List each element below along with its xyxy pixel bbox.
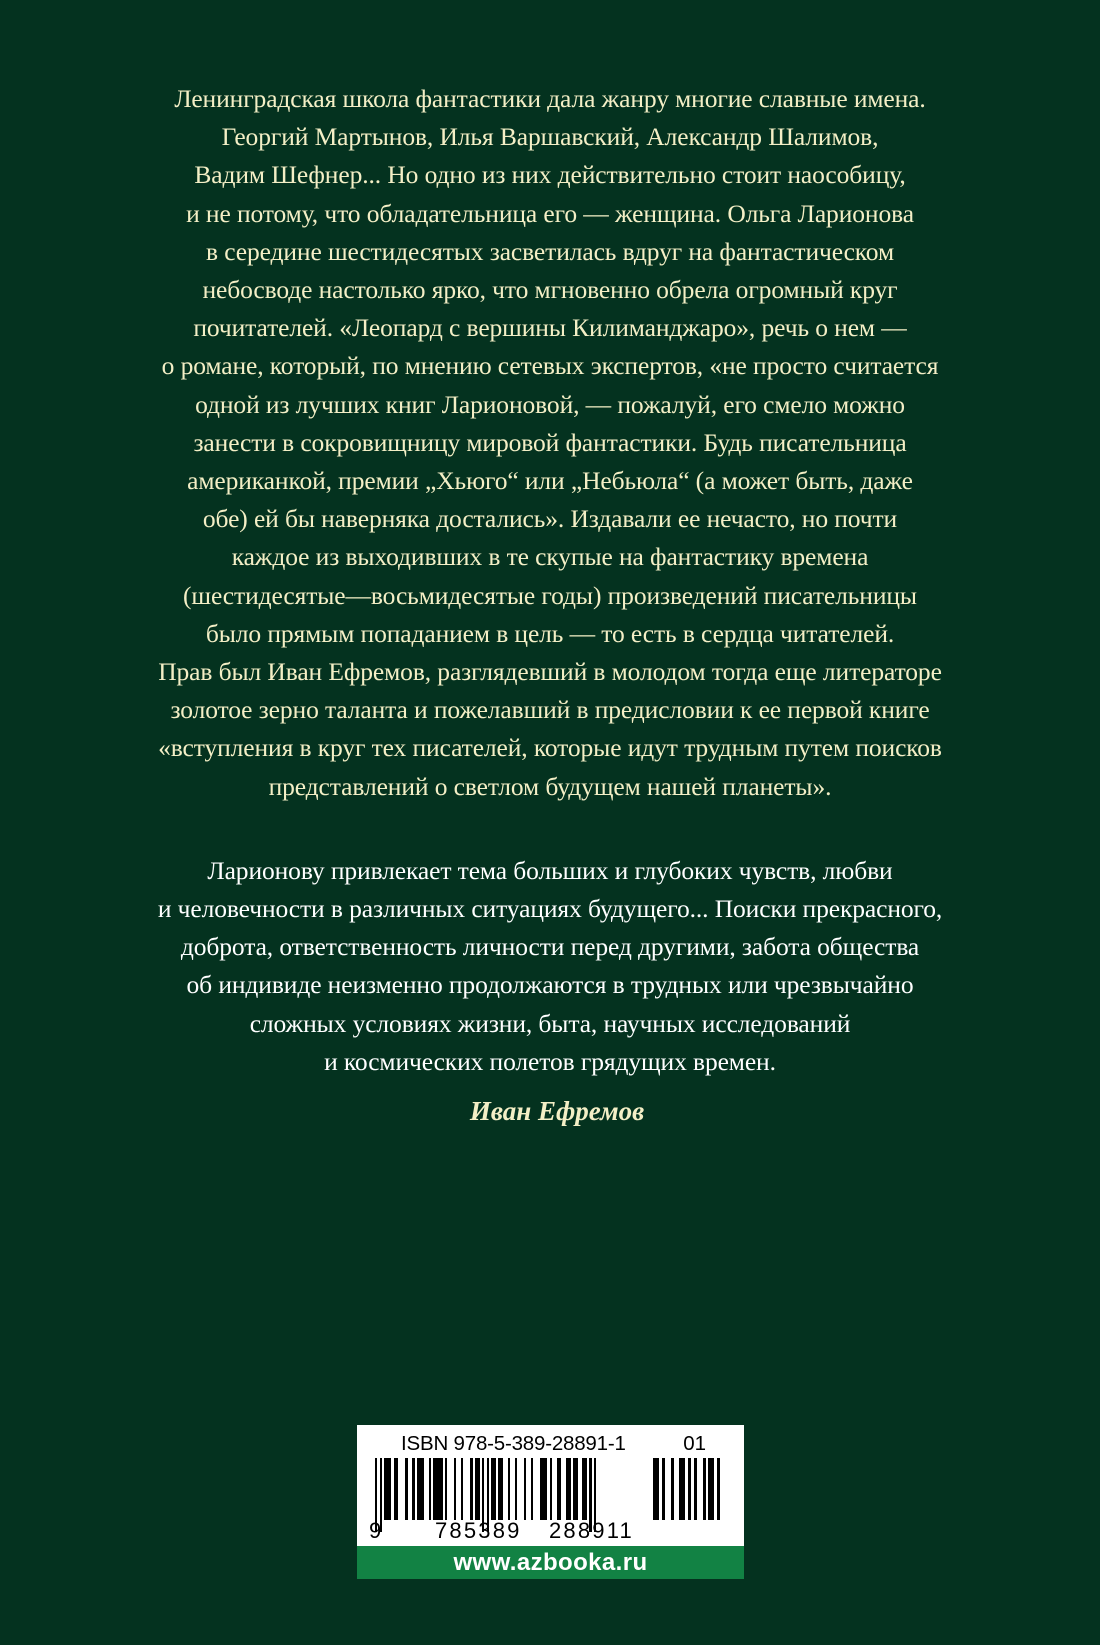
barcode-addon-label: 01 — [683, 1432, 706, 1455]
blurb-line: занести в сокровищницу мировой фантастики. Будь писательница — [193, 427, 907, 457]
blurb-line: (шестидесятые—восьмидесятые годы) произведений писательницы — [183, 580, 917, 610]
blurb-line: почитателей. «Леопард с вершины Килиманджаро», речь о нем — — [193, 313, 907, 343]
barcode-bar — [417, 1458, 424, 1520]
ean13-bars — [375, 1458, 596, 1520]
blurb-line: представлений о светлом будущем нашей планеты». — [268, 771, 832, 801]
barcode-inner — [357, 1425, 744, 1579]
barcode-bars-row — [357, 1456, 744, 1520]
barcode-block — [357, 1425, 744, 1579]
blurb-line: золотое зерно таланта и пожелавший в предисловии к ее первой книге — [170, 695, 930, 725]
barcode-bar — [517, 1458, 524, 1520]
barcode-top-row — [357, 1432, 744, 1456]
blurb-line: в середине шестидесятых засветилась вдруг на фантастическом — [206, 236, 894, 266]
blurb-line: Георгий Мартынов, Илья Варшавский, Александр Шалимов, — [221, 122, 879, 152]
quote-line: об индивиде неизменно продолжаются в трудных или чрезвычайно — [186, 970, 914, 1000]
blurb-line: было прямым попаданием в цель — то есть в сердца читателей. — [205, 618, 895, 648]
barcode-bar — [540, 1458, 547, 1520]
barcode-digits-right: 288911 — [549, 1518, 634, 1543]
barcode-bar — [398, 1458, 405, 1520]
barcode-digit-lead: 9 — [369, 1518, 382, 1543]
barcode-bar — [433, 1458, 442, 1520]
blurb-area — [95, 80, 1005, 1128]
blurb-line: Ленинградская школа фантастики дала жанру многие славные имена. — [174, 84, 926, 113]
blurb-line: и не потому, что обладательница его — женщина. Ольга Ларионова — [186, 198, 914, 228]
publisher-website-banner[interactable] — [357, 1546, 744, 1579]
efremov-quote — [95, 852, 1005, 1081]
barcode-bar — [384, 1458, 391, 1520]
barcode-addon-bar — [717, 1458, 720, 1520]
ean-addon-bars — [653, 1458, 734, 1520]
barcode-digits-row — [357, 1520, 744, 1544]
blurb-line: Прав был Иван Ефремов, разглядевший в молодом тогда еще литераторе — [158, 657, 942, 687]
blurb-line: каждое из выходивших в те скупые на фантастику времена — [231, 542, 869, 572]
blurb-line: небосводе настолько ярко, что мгновенно обрела огромный круг — [202, 275, 898, 305]
quote-line: сложных условиях жизни, быта, научных исследований — [249, 1008, 851, 1038]
blurb-line: «вступления в круг тех писателей, которые идут трудным путем поисков — [158, 733, 942, 763]
barcode-digits-left: 785389 — [435, 1518, 522, 1543]
blurb-line: о романе, который, по мнению сетевых экспертов, «не просто считается — [161, 351, 939, 381]
quote-line: и космических полетов грядущих времен. — [324, 1046, 776, 1076]
blurb-line: Вадим Шефнер... Но одно из них действительно стоит наособицу, — [194, 160, 906, 190]
barcode-bar — [463, 1458, 470, 1520]
quote-attribution: Иван Ефремов — [469, 1096, 645, 1127]
quote-line: Ларионову привлекает тема больших и глубоких чувств, любви — [207, 855, 893, 885]
blurb-line: обе) ей бы наверняка достались». Издавали ее нечасто, но почти — [202, 504, 898, 534]
publisher-blurb — [95, 80, 1005, 806]
barcode-bar — [447, 1458, 454, 1520]
barcode-bar — [533, 1458, 540, 1520]
blurb-line: одной из лучших книг Ларионовой, — пожалуй, его смело можно — [195, 389, 905, 419]
blurb-line: американкой, премии „Хьюго“ или „Небьюла“ (а может быть, даже — [187, 466, 913, 496]
isbn-text: ISBN 978-5-389-28891-1 — [401, 1432, 626, 1455]
quote-line: доброта, ответственность личности перед другими, забота общества — [180, 932, 920, 962]
publisher-website-text: www.azbooka.ru — [453, 1548, 648, 1576]
quote-line: и человечности в различных ситуациях будущего... Поиски прекрасного, — [157, 894, 943, 924]
